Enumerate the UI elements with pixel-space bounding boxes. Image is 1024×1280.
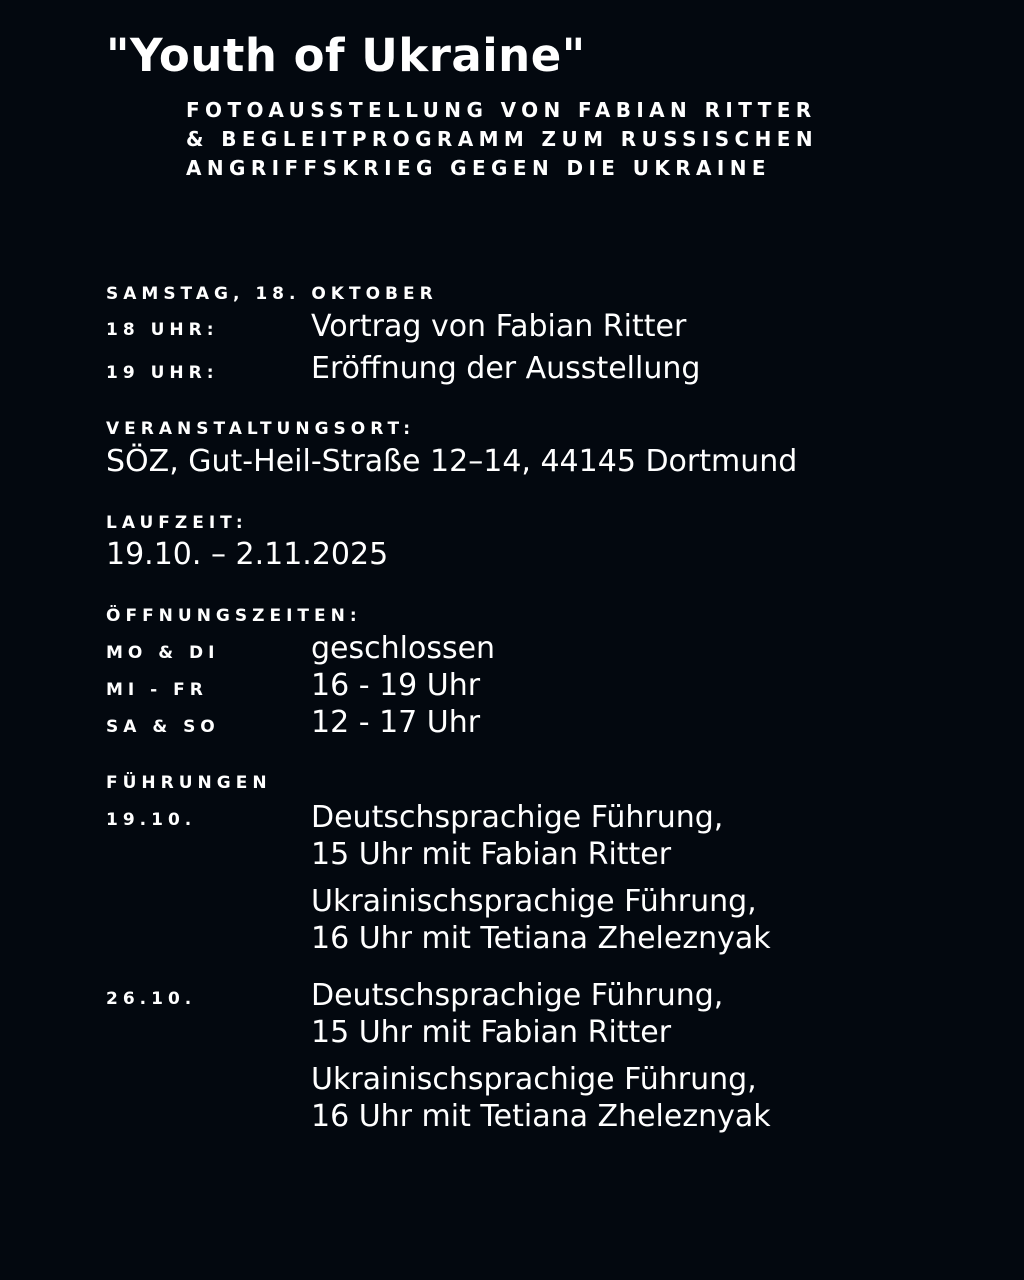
tour-entry: [311, 799, 1011, 873]
tours-label: FÜHRUNGEN: [106, 773, 272, 793]
tour-entry-line: Deutschsprachige Führung,: [311, 800, 724, 835]
subtitle: [186, 96, 986, 183]
tour-entry-line: Deutschsprachige Führung,: [311, 978, 724, 1013]
opening-event-text: Eröffnung der Ausstellung: [311, 351, 701, 386]
tour-entry: [311, 883, 1011, 957]
page-title: "Youth of Ukraine": [106, 29, 586, 82]
venue-label: VERANSTALTUNGSORT:: [106, 419, 416, 439]
runtime-label: LAUFZEIT:: [106, 513, 248, 533]
venue-text: SÖZ, Gut-Heil-Straße 12–14, 44145 Dortmund: [106, 444, 798, 479]
tour-date: 19.10.: [106, 810, 197, 830]
hours-days: MI - FR: [106, 680, 208, 700]
subtitle-line: FOTOAUSSTELLUNG VON FABIAN RITTER: [186, 98, 817, 122]
tour-entry-line: 15 Uhr mit Fabian Ritter: [311, 1015, 672, 1050]
tour-entry-line: 16 Uhr mit Tetiana Zheleznyak: [311, 921, 771, 956]
hours-text: 12 - 17 Uhr: [311, 705, 481, 740]
hours-days: SA & SO: [106, 717, 220, 737]
hours-days: MO & DI: [106, 643, 220, 663]
hours-text: 16 - 19 Uhr: [311, 668, 481, 703]
subtitle-line: ANGRIFFSKRIEG GEGEN DIE UKRAINE: [186, 156, 771, 180]
opening-date-label: SAMSTAG, 18. OKTOBER: [106, 284, 438, 304]
tour-entry: [311, 1061, 1011, 1135]
tour-date: 26.10.: [106, 989, 197, 1009]
tour-entry: [311, 977, 1011, 1051]
tour-entry-line: Ukrainischsprachige Führung,: [311, 1062, 757, 1097]
opening-time-label: 18 UHR:: [106, 320, 219, 340]
hours-label: ÖFFNUNGSZEITEN:: [106, 606, 362, 626]
hours-text: geschlossen: [311, 631, 496, 666]
tour-entry-line: 16 Uhr mit Tetiana Zheleznyak: [311, 1099, 771, 1134]
opening-event-text: Vortrag von Fabian Ritter: [311, 309, 687, 344]
opening-time-label: 19 UHR:: [106, 363, 219, 383]
tour-entry-line: Ukrainischsprachige Führung,: [311, 884, 757, 919]
subtitle-line: & BEGLEITPROGRAMM ZUM RUSSISCHEN: [186, 127, 818, 151]
tour-entry-line: 15 Uhr mit Fabian Ritter: [311, 837, 672, 872]
runtime-text: 19.10. – 2.11.2025: [106, 537, 389, 572]
